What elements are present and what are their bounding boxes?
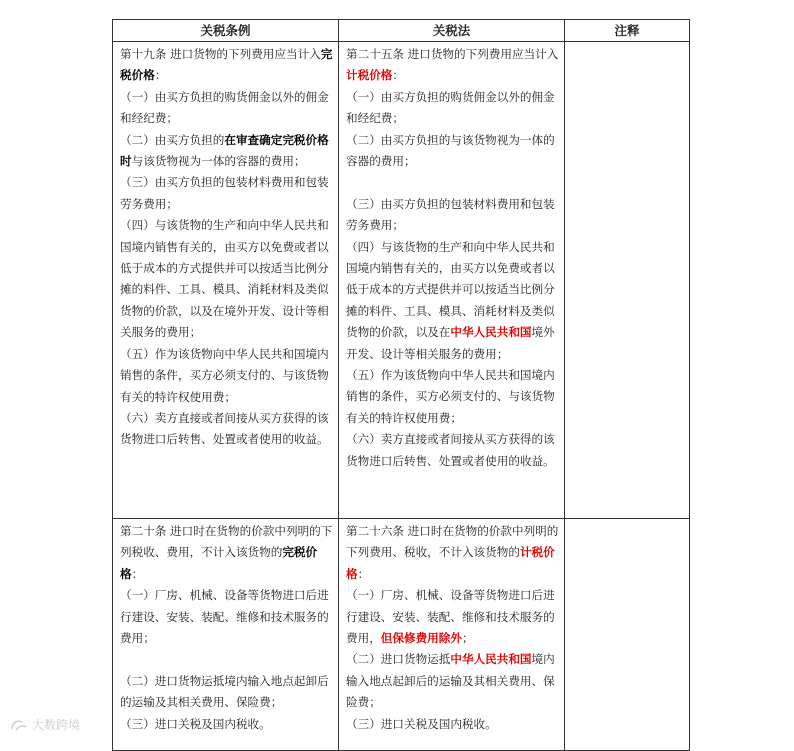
law-cell xyxy=(339,42,565,519)
watermark-logo-icon xyxy=(10,718,28,732)
clause-6: （六）卖方直接或者间接从买方获得的该货物进口后转售、处置或者使用的收益。 xyxy=(346,432,555,468)
header-customs-regulations: 关税条例 xyxy=(113,20,339,42)
watermark-text: 大数跨境 xyxy=(32,718,81,732)
clause-6: （六）卖方直接或者间接从买方获得的该货物进口后转售、处置或者使用的收益。 xyxy=(120,410,329,447)
regulation-cell xyxy=(113,519,339,751)
clause-5: （五）作为该货物向中华人民共和国境内销售的条件，买方必须支付的、与该货物有关的特许权使用费； xyxy=(346,368,555,425)
header-notes: 注释 xyxy=(565,20,690,42)
regulation-cell xyxy=(113,42,339,519)
header-row xyxy=(113,20,690,42)
clause-3: （三）进口关税及国内税收。 xyxy=(346,716,497,731)
note-cell xyxy=(565,519,690,751)
article-paragraph: 第二十五条 进口货物的下列费用应当计入计税价格： xyxy=(346,47,559,83)
clause-1: （一）厂房、机械、设备等货物进口后进行建设、安装、装配、维修和技术服务的费用，但保修费用除外； xyxy=(346,588,555,646)
table-row xyxy=(113,42,690,519)
article-paragraph: 第十九条 进口货物的下列费用应当计入完税价格： xyxy=(120,47,333,83)
clause-2: （二）进口货物运抵中华人民共和国境内输入地点起卸后的运输及其相关费用、保险费； xyxy=(346,652,555,710)
clause-1: （一）厂房、机械、设备等货物进口后进行建设、安装、装配、维修和技术服务的费用； xyxy=(120,588,329,646)
article-paragraph: 第二十条 进口时在货物的价款中列明的下列税收、费用，不计入该货物的完税价格： xyxy=(120,524,333,581)
clause-1: （一）由买方负担的购货佣金以外的佣金和经纪费； xyxy=(120,89,329,126)
clause-2: （二）由买方负担的在审查确定完税价格时与该货物视为一体的容器的费用； xyxy=(120,132,329,169)
clause-3: （三）由买方负担的包装材料费用和包装劳务费用； xyxy=(346,196,555,233)
clause-3: （三）进口关税及国内税收。 xyxy=(120,716,271,731)
article-paragraph: 第二十六条 进口时在货物的价款中列明的下列费用、税收，不计入该货物的计税价格： xyxy=(346,524,559,581)
clause-2: （二）由买方负担的与该货物视为一体的容器的费用； xyxy=(346,132,555,169)
header-customs-law: 关税法 xyxy=(339,20,565,42)
clause-4: （四）与该货物的生产和向中华人民共和国境内销售有关的，由买方以免费或者以低于成本的方式提供并可以按适当比例分摊的料件、工具、模具、消耗材料及类似货物的价款，以及在境外开发、设计等相关服务的费用； xyxy=(120,218,329,340)
law-cell xyxy=(339,519,565,751)
table-row xyxy=(113,519,690,751)
clause-1: （一）由买方负担的购货佣金以外的佣金和经纪费； xyxy=(346,89,555,126)
comparison-table xyxy=(112,19,690,751)
note-cell xyxy=(565,42,690,519)
clause-2: （二）进口货物运抵境内输入地点起卸后的运输及其相关费用、保险费； xyxy=(120,673,329,710)
watermark xyxy=(10,716,80,733)
clause-4: （四）与该货物的生产和向中华人民共和国境内销售有关的，由买方以免费或者以低于成本的方式提供并可以按适当比例分摊的料件、工具、模具、消耗材料及类似货物的价款，以及在中华人民共和国境外开发、设计等相关服务的费用； xyxy=(346,239,555,361)
clause-3: （三）由买方负担的包装材料费用和包装劳务费用； xyxy=(120,175,329,211)
clause-5: （五）作为该货物向中华人民共和国境内销售的条件，买方必须支付的、与该货物有关的特许权使用费； xyxy=(120,346,329,404)
